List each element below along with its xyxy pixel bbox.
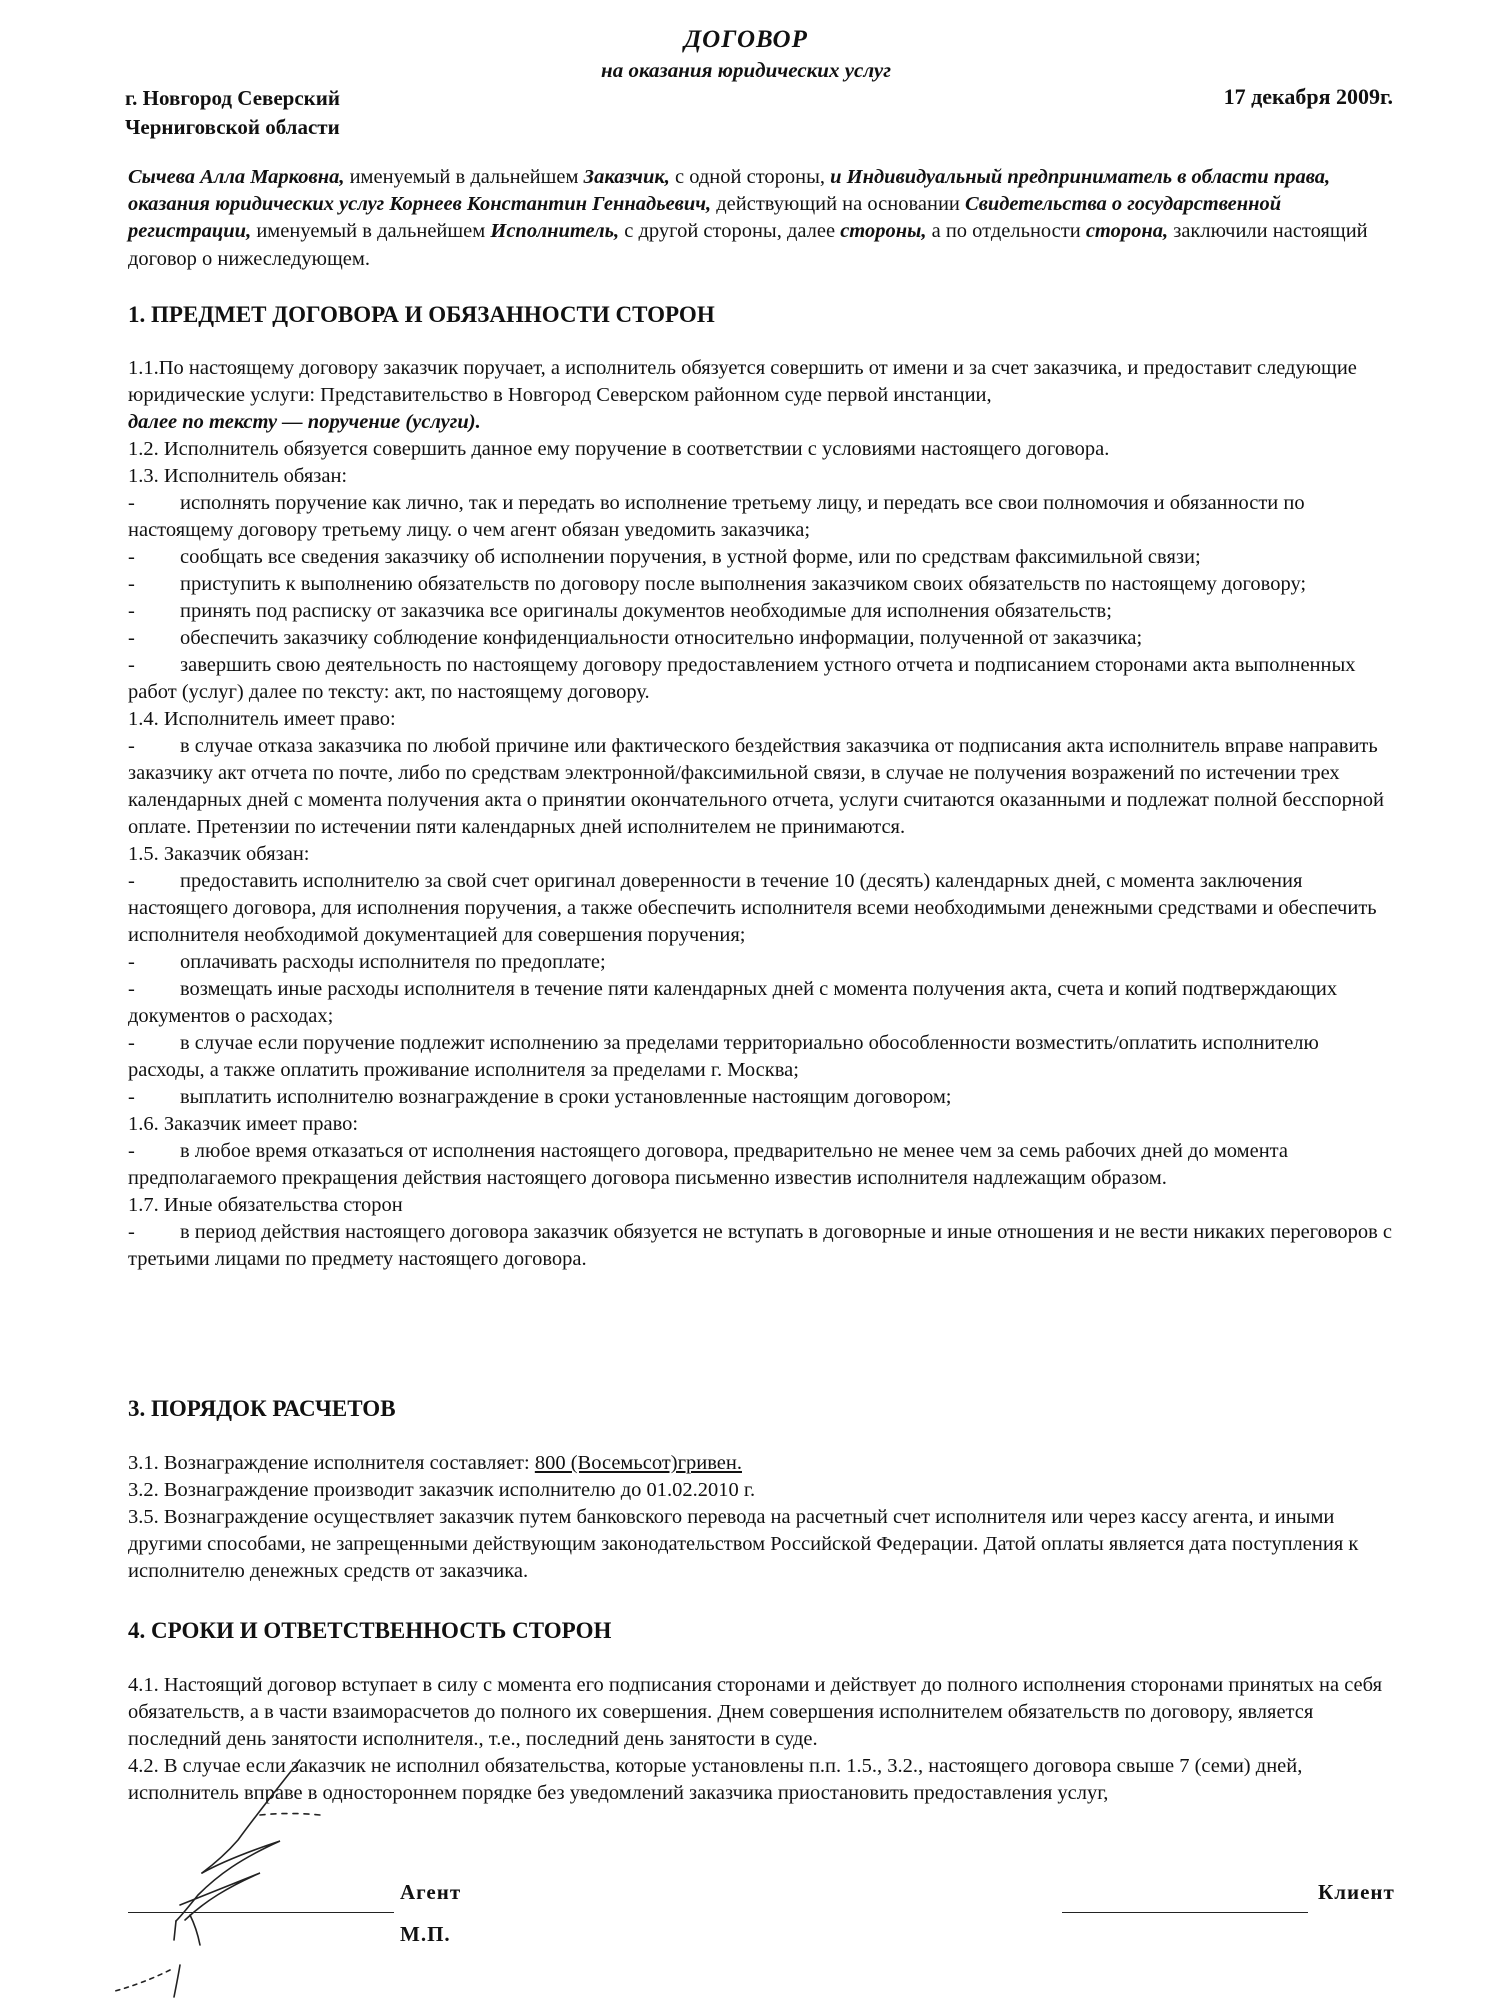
client-label: Клиент	[1318, 1880, 1395, 1904]
agent-label: Агент	[400, 1880, 462, 1904]
client-signature-line	[1062, 1912, 1308, 1913]
bullet-dash: -	[128, 492, 135, 514]
clause-1-5-list	[128, 868, 1400, 1111]
clause-text: 1.1.По настоящему договору заказчик поручает, а исполнитель обязуется совершить от имени и за счет заказчика, и предоставит следующие юридические услуги: Представительство в Новгород Северском районном суде первой инстанции,	[128, 357, 1357, 406]
list-item-text: в любое время отказаться от исполнения настоящего договора, предварительно не менее чем за семь рабочих дней до момента предполагаемого прекращения действия настоящего договора письменно известив исполнителя надлежащим образом.	[128, 1140, 1288, 1189]
preamble-text: а по отдельности	[926, 220, 1086, 243]
bullet-dash: -	[128, 573, 135, 595]
bullet-dash: -	[128, 1140, 135, 1162]
list-item-text: в период действия настоящего договора заказчик обязуется не вступать в договорные и иные отношения и не вести никаких переговоров с третьими лицами по предмету настоящего договора.	[128, 1221, 1393, 1270]
clause-1-7-list	[128, 1219, 1400, 1273]
clause-3-1	[128, 1450, 1400, 1477]
clause-1-5: 1.5. Заказчик обязан:	[128, 843, 310, 865]
section-3-heading: 3. ПОРЯДОК РАСЧЕТОВ	[128, 1396, 396, 1421]
customer-name: Сычева Алла Марковна,	[128, 166, 345, 188]
clause-1-6-list	[128, 1138, 1400, 1192]
bullet-dash: -	[128, 870, 135, 892]
stamp-place-label: М.П.	[400, 1922, 451, 1946]
contract-date: 17 декабря 2009г.	[1223, 84, 1393, 109]
city-line-1: г. Новгород Северский	[125, 86, 340, 110]
bullet-dash: -	[128, 627, 135, 649]
clause-1-4-list	[128, 733, 1400, 841]
clause-1-1	[128, 355, 1400, 436]
executor-term: Исполнитель,	[490, 220, 620, 243]
agent-signature-line	[128, 1912, 394, 1913]
list-item-text: сообщать все сведения заказчику об исполнении поручения, в устной форме, или по средствам факсимильной связи;	[180, 546, 1201, 568]
fee-amount: 800 (Восемьсот)гривен.	[534, 1452, 742, 1474]
list-item	[128, 1219, 1400, 1273]
clause-4-2: 4.2. В случае если заказчик не исполнил обязательства, которые установлены п.п. 1.5., 3.2., настоящего договора свыше 7 (семи) дней, исполнитель вправе в одностороннем порядке без уведомлений заказчика приостановить предоставления услуг,	[128, 1755, 1303, 1804]
clause-3-2: 3.2. Вознаграждение производит заказчик исполнителю до 01.02.2010 г.	[128, 1479, 756, 1501]
clause-3-5: 3.5. Вознаграждение осуществляет заказчик путем банковского перевода на расчетный счет исполнителя или через кассу агента, и иными другими способами, не запрещенными действующим законодательством Российской Федерации. Датой оплаты является дата поступления к исполнителю денежных средств от заказчика.	[128, 1506, 1359, 1582]
preamble-text: действующий на основании	[711, 193, 966, 216]
section-1-heading: 1. ПРЕДМЕТ ДОГОВОРА И ОБЯЗАННОСТИ СТОРОН	[128, 302, 715, 327]
bullet-dash: -	[128, 600, 135, 622]
bullet-dash: -	[128, 654, 135, 676]
list-item	[128, 490, 1400, 544]
clause-4-1: 4.1. Настоящий договор вступает в силу с момента его подписания сторонами и действует до полного исполнения сторонами принятых на себя обязательств, а в части взаиморасчетов до полного их совершения. Днем совершения исполнителем обязательств по договору, является последний день занятости исполнителя., т.е., последний день занятости в суде.	[128, 1674, 1383, 1750]
clause-1-3: 1.3. Исполнитель обязан:	[128, 465, 348, 487]
parties-term: стороны,	[840, 220, 927, 243]
bullet-dash: -	[128, 1086, 135, 1108]
list-item	[128, 868, 1400, 949]
list-item-text: принять под расписку от заказчика все оригиналы документов необходимые для исполнения обязательств;	[180, 600, 1112, 622]
clause-text: 3.1. Вознаграждение исполнителя составляет:	[128, 1452, 535, 1474]
section-3-body	[128, 1450, 1400, 1585]
list-item	[128, 1084, 1400, 1111]
clause-1-4: 1.4. Исполнитель имеет право:	[128, 708, 396, 730]
list-item-text: предоставить исполнителю за свой счет оригинал доверенности в течение 10 (десять) календарных дней, с момента заключения настоящего договора, для исполнения поручения, а также обеспечить исполнителя всеми необходимыми денежными средствами и обеспечить исполнителя необходимой документацией для совершения поручения;	[128, 870, 1377, 946]
bullet-dash: -	[128, 951, 135, 973]
section-1-body	[128, 355, 1400, 1273]
bullet-dash: -	[128, 1032, 135, 1054]
section-4-heading: 4. СРОКИ И ОТВЕТСТВЕННОСТЬ СТОРОН	[128, 1618, 612, 1643]
list-item	[128, 733, 1400, 841]
list-item-text: исполнять поручение как лично, так и передать во исполнение третьему лицу, и передать все свои полномочия и обязанности по настоящему договору третьему лицу. о чем агент обязан уведомить заказчика;	[128, 492, 1305, 541]
list-item-text: выплатить исполнителю вознаграждение в сроки установленные настоящим договором;	[180, 1086, 952, 1108]
list-item-text: обеспечить заказчику соблюдение конфиденциальности относительно информации, полученной от заказчика;	[180, 627, 1143, 649]
list-item-text: завершить свою деятельность по настоящему договору предоставлением устного отчета и подписанием сторонами акта выполненных работ (услуг) далее по тексту: акт, по настоящему договору.	[128, 654, 1356, 703]
preamble-text: именуемый в дальнейшем	[344, 166, 584, 188]
preamble-paragraph	[128, 164, 1393, 273]
city-line-2: Черниговской области	[125, 115, 340, 139]
clause-1-1-definition: далее по тексту — поручение (услуги).	[128, 411, 481, 433]
preamble-text: именуемый в дальнейшем	[251, 220, 491, 243]
document-title: ДОГОВОР	[684, 26, 808, 53]
bullet-dash: -	[128, 978, 135, 1000]
list-item	[128, 949, 1400, 976]
preamble-text: с одной стороны,	[669, 166, 831, 188]
bullet-dash: -	[128, 546, 135, 568]
clause-1-2: 1.2. Исполнитель обязуется совершить данное ему поручение в соответствии с условиями настоящего договора.	[128, 438, 1110, 460]
list-item-text: в случае если поручение подлежит исполнению за пределами территориально обособленности возместить/оплатить исполнителю расходы, а также оплатить проживание исполнителя за пределами г. Москва;	[128, 1032, 1319, 1081]
party-term: сторона,	[1085, 220, 1169, 243]
list-item	[128, 598, 1400, 625]
preamble-text: с другой стороны, далее	[619, 220, 841, 243]
customer-term: Заказчик,	[583, 166, 670, 188]
bullet-dash: -	[128, 735, 135, 757]
preamble	[128, 164, 1393, 273]
list-item	[128, 544, 1400, 571]
clause-1-3-list	[128, 490, 1400, 706]
registration-certificate: Свидетельства о государственной регистрации,	[128, 193, 1282, 243]
preamble-text: заключили настоящий договор о нижеследующем.	[128, 220, 1368, 270]
list-item-text: возмещать иные расходы исполнителя в течение пяти календарных дней с момента получения акта, счета и копий подтверждающих документов о расходах;	[128, 978, 1338, 1027]
list-item-text: оплачивать расходы исполнителя по предоплате;	[180, 951, 606, 973]
clause-1-6: 1.6. Заказчик имеет право:	[128, 1113, 359, 1135]
list-item	[128, 976, 1400, 1030]
handwritten-signature	[110, 1755, 370, 2000]
document-subtitle: на оказания юридических услуг	[601, 58, 891, 82]
list-item	[128, 625, 1400, 652]
list-item	[128, 652, 1400, 706]
clause-1-7: 1.7. Иные обязательства сторон	[128, 1194, 403, 1216]
bullet-dash: -	[128, 1221, 135, 1243]
list-item	[128, 571, 1400, 598]
list-item	[128, 1030, 1400, 1084]
list-item	[128, 1138, 1400, 1192]
list-item-text: приступить к выполнению обязательств по договору после выполнения заказчиком своих обязательств по настоящему договору;	[180, 573, 1307, 595]
list-item-text: в случае отказа заказчика по любой причине или фактического бездействия заказчика от подписания акта исполнитель вправе направить заказчику акт отчета по почте, либо по средствам электронной/факсимильной связи, в случае не получения возражений по истечении трех календарных дней с момента получения акта о принятии окончательного отчета, услуги считаются оказанными и подлежат полной бесспорной оплате. Претензии по истечении пяти календарных дней исполнителем не принимаются.	[128, 735, 1385, 838]
executor-name: и Индивидуальный предприниматель в области права, оказания юридических услуг Корнеев Константин Геннадьевич,	[128, 166, 1331, 216]
